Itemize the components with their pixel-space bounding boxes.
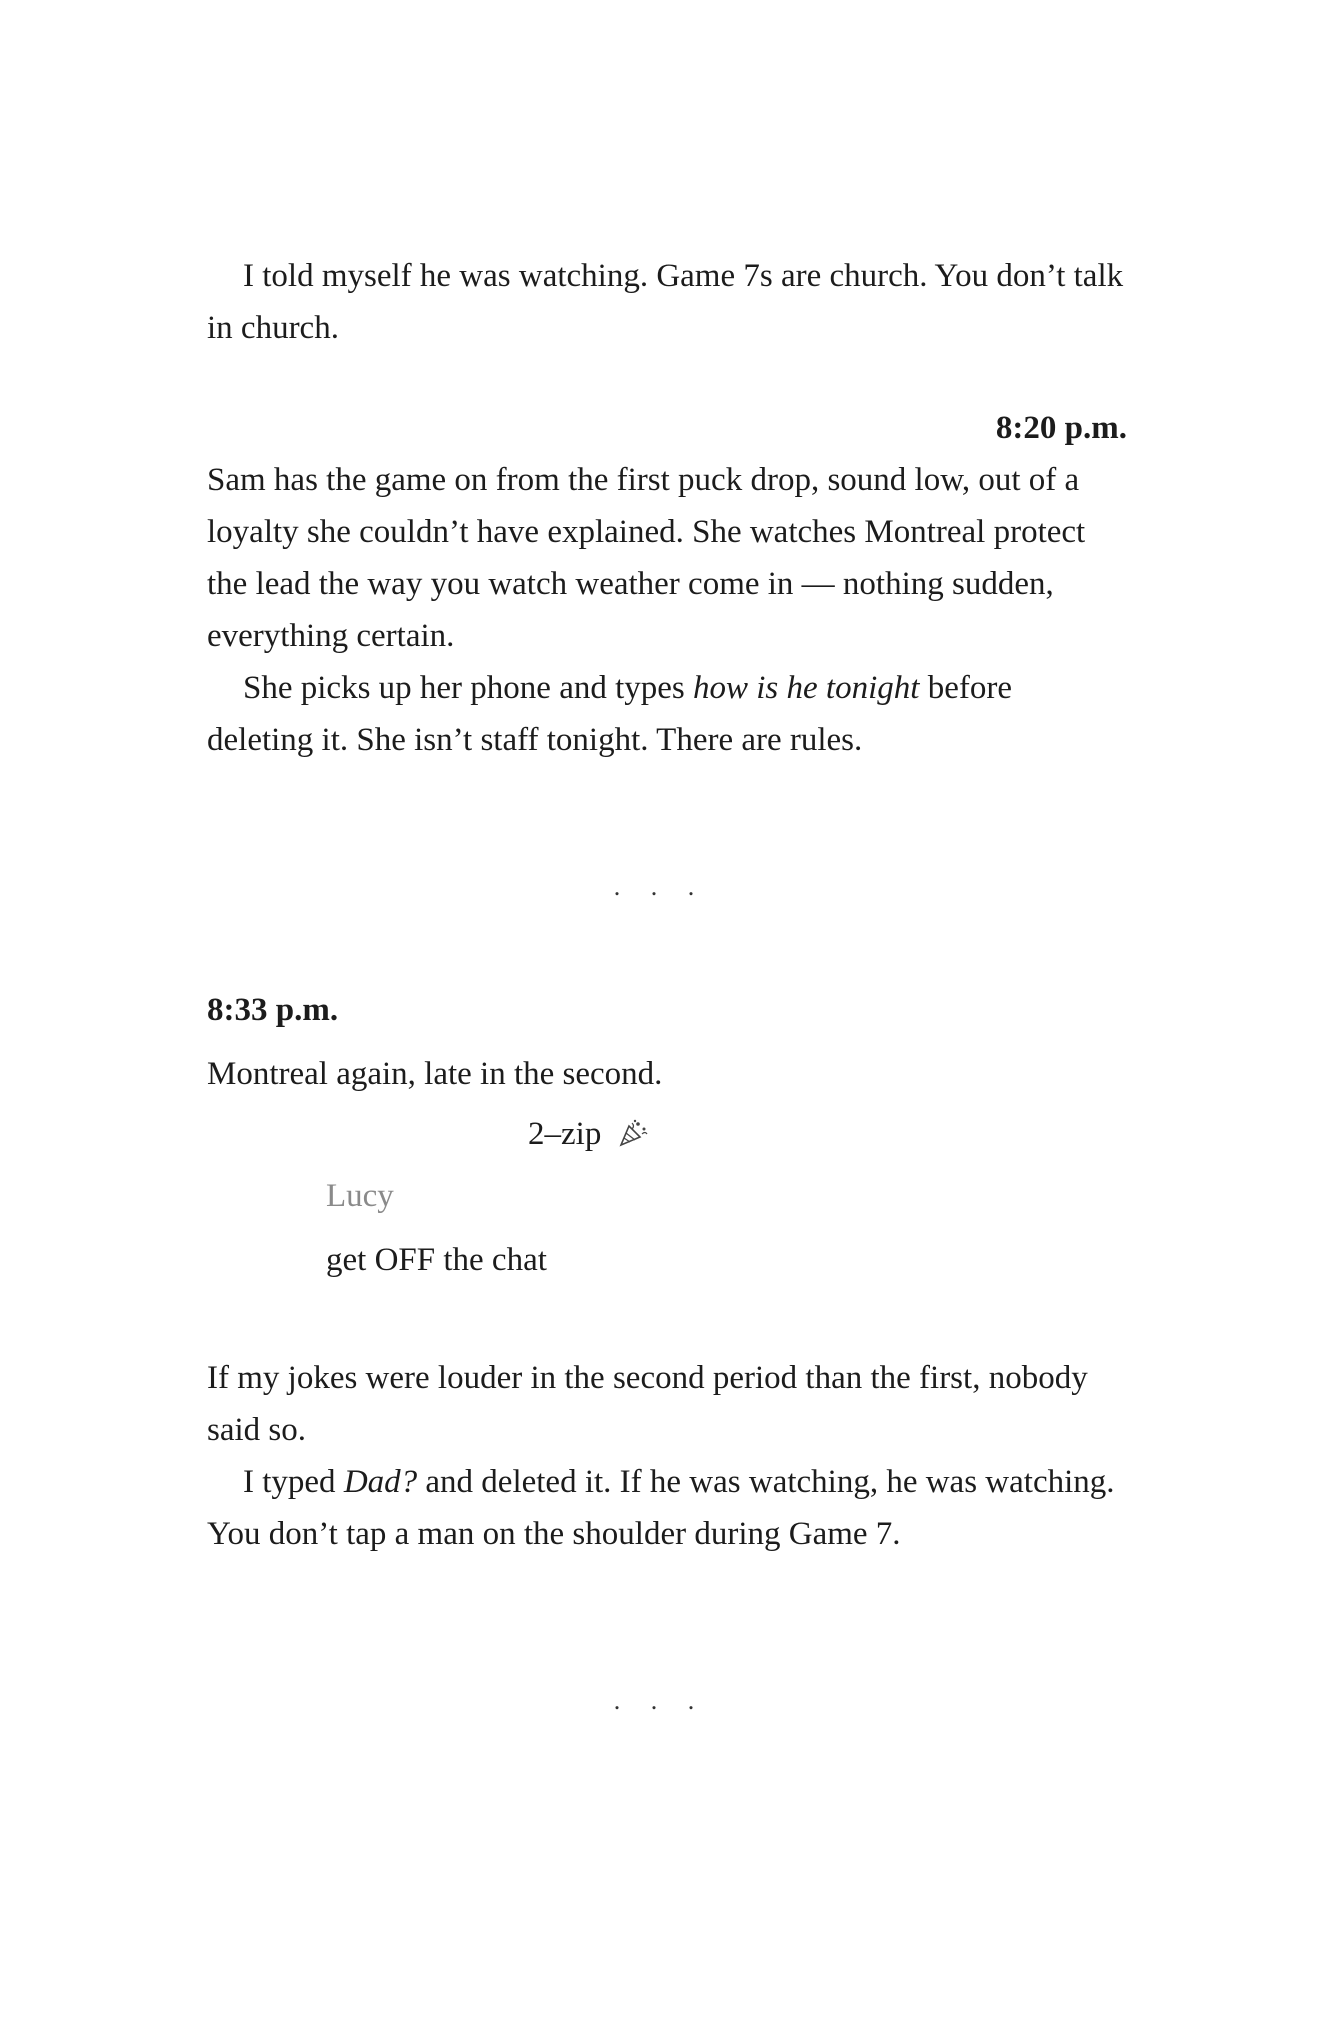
timestamp-820: 8:20 p.m. [995, 410, 1127, 446]
text-run: before deleting it. She isn’t staff tonight. There are rules. [207, 670, 1012, 758]
paragraph-sam-watches: Sam has the game on from the first puck drop, sound low, out of a loyalty she couldn’t have explained. She watches Montreal protect the lead the way you watch weather come in — nothing sudden, everything certain. [207, 462, 1086, 654]
chat-message-text: 2–zip [528, 1116, 602, 1152]
section-separator: . . . [613, 872, 707, 901]
chat-message-get-off: get OFF the chat [326, 1242, 547, 1278]
paragraph-game7-church: I told myself he was watching. Game 7s are church. You don’t talk in church. [207, 258, 1124, 346]
party-popper-icon [618, 1116, 648, 1160]
chat-message-2-zip [528, 1112, 648, 1160]
paragraph-montreal-again: Montreal again, late in the second. [207, 1056, 663, 1092]
text-run: I typed [243, 1464, 344, 1500]
italic-text: how is he tonight [693, 670, 920, 706]
paragraph-sam-phone [207, 662, 1125, 766]
timestamp-833: 8:33 p.m. [207, 992, 339, 1028]
paragraph-jokes-louder: If my jokes were louder in the second period than the first, nobody said so. [207, 1360, 1088, 1448]
text-run: She picks up her phone and types [243, 670, 693, 706]
section-separator-bottom: . . . [613, 1686, 707, 1715]
italic-text: Dad? [343, 1464, 418, 1500]
chat-sender-name: Lucy [326, 1178, 394, 1214]
text-run: and deleted it. If he was watching, he was watching. You don’t tap a man on the shoulder during Game 7. [207, 1464, 1115, 1552]
paragraph-typed-dad [207, 1456, 1125, 1560]
